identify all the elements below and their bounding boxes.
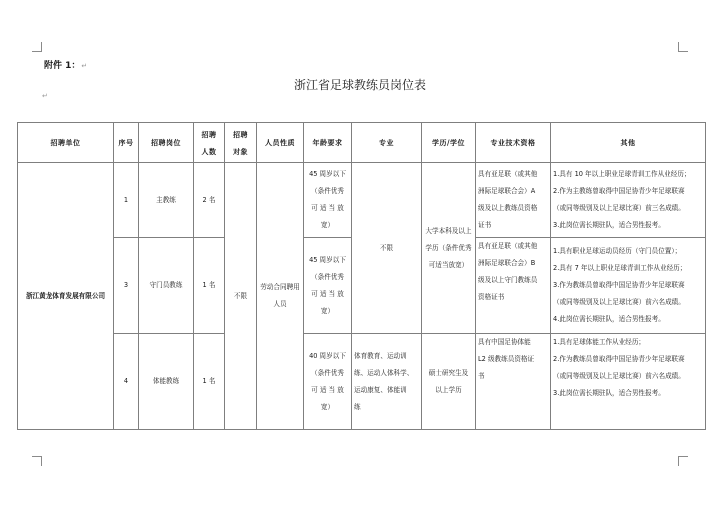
seq-cell: 1 xyxy=(114,163,139,238)
age-line: 可 适 当 放 xyxy=(311,204,344,212)
crop-mark-top-right xyxy=(678,42,688,52)
qualification-cell xyxy=(476,334,551,430)
major-line: 练、运动人体科学、 xyxy=(354,368,414,377)
major-line: 体育教育、运动训 xyxy=(354,351,407,360)
table-row xyxy=(18,163,706,238)
qualification-line: 洲际足球联合会）A xyxy=(478,187,536,195)
age-cell xyxy=(304,238,352,334)
table-row xyxy=(18,334,706,430)
post-cell: 主教练 xyxy=(139,163,194,238)
post-cell: 守门员教练 xyxy=(139,238,194,334)
education-line: 以上学历 xyxy=(435,385,462,394)
other-cell xyxy=(551,163,706,238)
other-line: 3.作为教练员曾取得中国足协青少年足球联赛 xyxy=(553,281,685,289)
unit-cell: 浙江黄龙体育发展有限公司 xyxy=(18,163,114,430)
header-target xyxy=(225,123,257,163)
other-cell xyxy=(551,334,706,430)
crop-mark-bottom-right xyxy=(678,456,688,466)
qualification-line: 级及以上守门教练员 xyxy=(478,276,538,284)
age-cell xyxy=(304,163,352,238)
attachment-label xyxy=(44,58,87,71)
other-cell xyxy=(551,238,706,334)
other-line: 1.具有 10 年以上职业足球青训工作从业经历； xyxy=(553,170,691,178)
attachment-label-text: 附件 1： xyxy=(44,61,81,71)
target-cell: 不限 xyxy=(225,163,257,430)
age-cell xyxy=(304,334,352,430)
paragraph-mark-icon: ↵ xyxy=(42,92,48,100)
nature-cell: 劳动合同聘用人员 xyxy=(257,163,304,430)
header-other: 其他 xyxy=(551,123,706,163)
header-count xyxy=(194,123,225,163)
major-line: 练 xyxy=(354,402,361,411)
other-line: 1.具有职业足球运动员经历（守门员位置）； xyxy=(553,247,682,255)
age-line: （条件优秀 xyxy=(311,368,344,377)
other-line: （或同等级别及以上足球比赛）前三名成绩。 xyxy=(553,204,685,212)
age-line: 45 周岁以下 xyxy=(309,170,346,178)
table-header-row xyxy=(18,123,706,163)
major-cell xyxy=(352,334,422,430)
header-age: 年龄要求 xyxy=(304,123,352,163)
other-line: （或同等级别及以上足球比赛）前六名成绩。 xyxy=(553,298,685,306)
age-line: 宽） xyxy=(320,306,335,315)
age-line: （条件优秀 xyxy=(311,272,344,281)
education-cell: 大学本科及以上学历（条件优秀可适当放宽） xyxy=(422,163,476,334)
other-line: 3.此岗位需长期驻队，适合男性报考。 xyxy=(553,221,665,229)
age-line: 45 周岁以下 xyxy=(309,255,346,264)
count-cell: 2 名 xyxy=(194,163,225,238)
education-line: 硕士研究生及 xyxy=(428,368,469,377)
header-education: 学历/学位 xyxy=(422,123,476,163)
header-qualification: 专业技术资格 xyxy=(476,123,551,163)
age-line: 可 适 当 放 xyxy=(311,289,344,298)
qualification-line: 具有中国足协体能 xyxy=(478,338,531,346)
positions-table xyxy=(17,122,706,430)
qualification-line: 资格证书 xyxy=(478,293,505,301)
header-nature: 人员性质 xyxy=(257,123,304,163)
crop-mark-top-left xyxy=(32,42,42,52)
qualification-cell xyxy=(476,163,551,238)
age-line: 40 周岁以下 xyxy=(309,351,346,360)
header-target-line2: 对象 xyxy=(233,146,248,156)
other-line: 2.作为教练员曾取得中国足协青少年足球联赛 xyxy=(553,355,685,363)
header-seq: 序号 xyxy=(114,123,139,163)
count-cell: 1 名 xyxy=(194,334,225,430)
other-line: 2.作为主教练曾取得中国足协青少年足球联赛 xyxy=(553,187,685,195)
paragraph-mark-icon: ↵ xyxy=(81,62,88,70)
major-cell: 不限 xyxy=(352,163,422,334)
header-major: 专业 xyxy=(352,123,422,163)
header-post: 招聘岗位 xyxy=(139,123,194,163)
qualification-line: 书 xyxy=(478,372,485,380)
qualification-line: 洲际足球联合会）B xyxy=(478,259,536,267)
qualification-line: L2 级教练员资格证 xyxy=(478,355,535,363)
seq-cell: 3 xyxy=(114,238,139,334)
qualification-cell xyxy=(476,238,551,334)
qualification-line: 具有亚足联（或其他 xyxy=(478,170,538,178)
other-line: 3.此岗位需长期驻队，适合男性报考。 xyxy=(553,389,665,397)
count-cell: 1 名 xyxy=(194,238,225,334)
age-line: 可 适 当 放 xyxy=(311,385,344,394)
page-title: 浙江省足球教练员岗位表 xyxy=(293,78,426,92)
post-cell: 体能教练 xyxy=(139,334,194,430)
other-line: 4.此岗位需长期驻队，适合男性报考。 xyxy=(553,315,665,323)
seq-cell: 4 xyxy=(114,334,139,430)
qualification-line: 级及以上教练员资格 xyxy=(478,204,538,212)
education-cell xyxy=(422,334,476,430)
qualification-line: 具有亚足联（或其他 xyxy=(478,242,538,250)
age-line: 宽） xyxy=(320,402,335,411)
header-unit: 招聘单位 xyxy=(18,123,114,163)
other-line: 1.具有足球体能工作从业经历； xyxy=(553,338,646,346)
header-count-line2: 人数 xyxy=(201,146,217,156)
header-count-line1: 招聘 xyxy=(201,129,217,139)
header-target-line1: 招聘 xyxy=(233,129,248,139)
other-line: 2.具有 7 年以上职业足球青训工作从业经历； xyxy=(553,264,687,272)
major-line: 运动康复、体能训 xyxy=(354,385,407,394)
age-line: （条件优秀 xyxy=(311,187,344,195)
qualification-line: 证书 xyxy=(478,221,492,229)
age-line: 宽） xyxy=(320,221,335,229)
crop-mark-bottom-left xyxy=(32,456,42,466)
other-line: （或同等级别及以上足球比赛）前六名成绩。 xyxy=(553,372,685,380)
